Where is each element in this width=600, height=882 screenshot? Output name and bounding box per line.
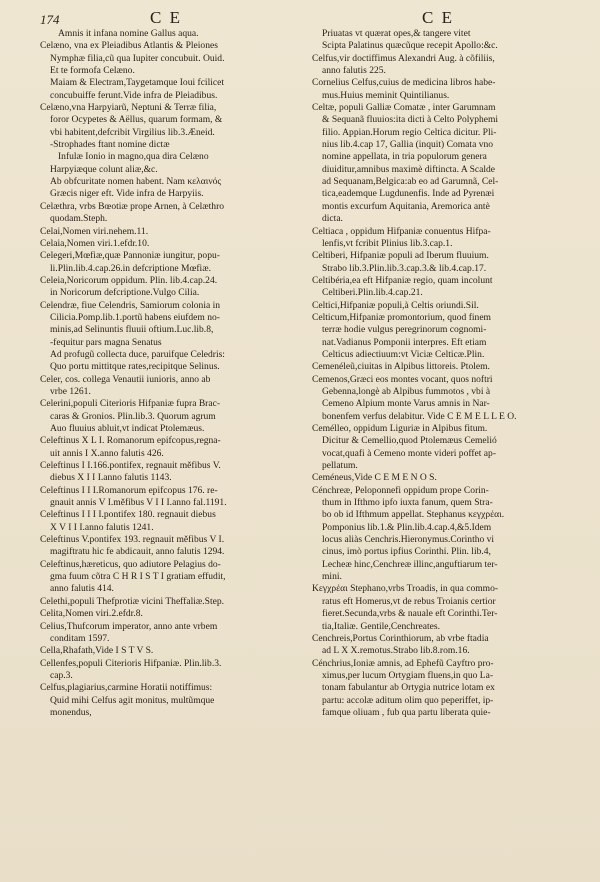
text-line: li.Plin.lib.4.cap.26.in defcriptione Mœfiæ. (50, 262, 211, 274)
text-line: Celeftinus I I I I.pontifex 180. regnauit diebus (40, 509, 216, 521)
text-line: Cilicia.Pomp.lib.1.portũ habens eiufdem no- (50, 311, 220, 323)
text-line: Celeftinus X L I. Romanorum epifcopus,regna- (40, 435, 221, 447)
text-line: -fequitur pars magna Senatus (50, 336, 162, 348)
text-line: famque oliuam , fub qua partu liberata quie- (322, 706, 491, 718)
text-line: ratus eft Homerus,vt de rebus Troianis certior (322, 595, 496, 607)
text-line: thum in Ifthmo ipfo iuxta fanum, quem Stra- (322, 497, 493, 509)
text-line: Celfus,plagiarius,carmine Horatii notiffimus: (40, 682, 213, 694)
right-running-head: C E (422, 8, 454, 27)
text-line: Celæthra, vrbs Bœotiæ prope Arnen, à Celæthro (40, 200, 225, 212)
text-line: Celeftinus I I.166.pontifex, regnauit měfibus V. (40, 460, 221, 472)
running-header (0, 8, 600, 30)
text-line: Celæno, vna ex Pleiadibus Atlantis & Pleiones (40, 40, 218, 52)
text-line: Ceméneus,Vide C E M E N O S. (312, 472, 437, 484)
text-line: Celæno,vna Harpyiarũ, Neptuni & Terræ filia, (40, 102, 217, 114)
text-line: caras & Gronios. Plin.lib.3. Quorum agrum (50, 410, 216, 422)
text-line: tia,Italiæ. Gentile,Cenchreates. (322, 620, 440, 632)
text-line: vocat,quafi à Cemeno monte videri poffet ap- (322, 447, 496, 459)
text-line: Celaia,Nomen viri.1.efdr.10. (40, 237, 150, 249)
text-line: cinus, imò portus ipfius Corinthi. Plin. lib.4, (322, 546, 491, 558)
text-line: Gebenna,longè ab Alpibus fummotos , vbi à (322, 385, 491, 397)
text-line: bonenfem verfus delabitur. Vide C E M E L L E O. (322, 410, 517, 422)
text-line: Infulæ Ionio in magno,qua dira Celæno (58, 151, 209, 163)
text-line: nat.Vadianus Pomponii interpres. Eft etiam (322, 336, 487, 348)
text-line: ximus,per lucum Ortygiam fluens,in quo La- (322, 669, 494, 681)
text-line: Ad profugũ collecta duce, paruifque Celedris: (50, 348, 225, 360)
text-line: filio. Appian.Horum regio Celtica dicitur. Pli- (322, 126, 497, 138)
text-line: Cemenos,Græci eos montes vocant, quos noftri (312, 373, 493, 385)
text-line: montis excurfum Aquitania, Aremorica antè (322, 200, 490, 212)
text-line: concubuiffe ferunt.Vide infra de Pleiadibus. (50, 89, 218, 101)
text-line: uit annis I X.anno falutis 426. (50, 447, 164, 459)
text-line: pellatum. (322, 460, 358, 472)
text-line: Celer, cos. collega Venautii iunioris, anno ab (40, 373, 211, 385)
text-line: -Strophades ftant nomine dictæ (50, 139, 170, 151)
text-line: Pomponius lib.1.& Plin.lib.4.cap.4,&5.Idem (322, 521, 492, 533)
text-line: tica,eademque Lugdunenfis. Inde ad Pyrenæi (322, 188, 495, 200)
page-number: 174 (40, 12, 60, 27)
text-line: Celtici,Hifpaniæ populi,à Celtis oriundi.Sil. (312, 299, 479, 311)
text-line: Amnis it infana nomine Gallus aqua. (58, 28, 199, 39)
text-line: & Sequanã fluuios:ita dicti à Celto Polyphemi (322, 114, 499, 126)
text-line: monendus, (50, 706, 92, 718)
text-line: Cemélleo, oppidum Liguriæ in Alpibus fitum. (312, 423, 488, 434)
text-line: Lecheæ hinc,Cenchreæ illinc,anguftiarum ter- (322, 558, 498, 570)
text-line: Quid mihi Celfus agit monitus, multũmque (50, 694, 215, 706)
text-line: ad L X X.remotus.Strabo lib.8.rom.16. (322, 645, 470, 657)
text-line: Celtibéria,ea eft Hifpaniæ regio, quam incolunt (312, 274, 493, 286)
text-line: Celai,Nomen viri.nehem.11. (40, 225, 149, 237)
text-line: foror Ocypetes & Aëllus, quarum formam, & (50, 114, 223, 126)
text-line: diebus X I I I.anno falutis 1143. (50, 472, 172, 484)
text-line: Celendræ, fiue Celendris, Samiorum colonia in (40, 299, 221, 311)
text-line: Scipta Palatinus quæcũque recepit Apollo:&c. (322, 40, 498, 52)
text-line: Celeftinus,hæreticus, quo adiutore Pelagius do- (40, 558, 221, 570)
text-line: ad Sequanam,Belgica:ab eo ad Garumnã, Cel- (322, 176, 499, 188)
text-line: tonam fabulantur ab Ortygia nutrice lotam ex (322, 682, 495, 694)
text-line: nius lib.4.cap 17, Gallia (inquit) Comata vno (322, 139, 494, 151)
text-line: conditam 1597. (50, 632, 110, 644)
text-line: Auo fluuius abluit,vt indicat Ptolemæus. (50, 423, 205, 434)
text-line: Celegeri,Mœfiæ,quæ Pannoniæ iungitur, popu- (40, 250, 220, 262)
text-line: Cella,Rhafath,Vide I S T V S. (40, 645, 154, 657)
text-line: Cornelius Celfus,cuius de medicina libros habe- (312, 77, 496, 89)
text-line: mus.Huius meminit Quintilianus. (322, 89, 450, 101)
text-line: Celtæ, populi Galliæ Comatæ , inter Garumnam (312, 102, 496, 114)
text-line: Dicitur & Cemellio,quod Ptolemæus Cemelió (322, 435, 497, 447)
text-line: Harpyiæque colunt aliæ,&c. (50, 163, 158, 175)
text-line: Celius,Thufcorum imperator, anno ante vrbem (40, 620, 218, 632)
text-line: Celeftinus I I I.Romanorum epifcopus 176. re- (40, 484, 218, 496)
text-line: in Noricorum defcriptione.Vulgo Cilia. (50, 287, 200, 299)
text-line: Priuatas vt quærat opes,& tangere vitet (322, 28, 471, 39)
text-line: Et te formofa Celæno. (50, 65, 135, 77)
text-line: nomine appellata, in tria populorum genera (322, 151, 487, 163)
text-line: diuiditur,amnibus maximè diftincta. A Scalde (322, 163, 496, 175)
text-line: Celtiaca , oppidum Hifpaniæ conuentus Hifpa- (312, 225, 491, 237)
text-line: Celeia,Noricorum oppidum. Plin. lib.4.cap.24. (40, 274, 218, 286)
text-line: Celerini,populi Citerioris Hifpaniæ fupra Brac- (40, 398, 221, 410)
text-line: cap.3. (50, 669, 73, 681)
text-line: dicta. (322, 213, 343, 225)
left-running-head: C E (150, 8, 182, 27)
text-line: Κεγχρέαι Stephano,vrbs Troadis, in qua commo- (312, 583, 499, 595)
text-line: Strabo lib.3.Plin.lib.3.cap.3.& lib.4.cap.17. (322, 262, 487, 274)
text-line: Cemeno Alpium monte Varus amnis in Nar- (322, 398, 490, 410)
text-line: mini. (322, 571, 342, 583)
text-line: Cénchreæ, Peloponnefi oppidum prope Corin- (312, 484, 489, 496)
text-line: Celethi,populi Thefprotiæ vicini Theffaliæ.Step. (40, 595, 225, 607)
text-line: Celticum,Hifpaniæ promontorium, quod finem (312, 311, 491, 323)
text-line: locus aliàs Cenchris.Hieronymus.Corintho vi (322, 534, 495, 546)
text-line: anno falutis 414. (50, 583, 114, 595)
text-line: Quo portu mittitque rates,recipitque Selinus. (50, 361, 220, 373)
text-line: Græcis niger eft. Vide infra de Harpyiis. (50, 188, 204, 200)
text-line: Celticus adiectiuum:vt Viciæ Celticæ.Plin. (322, 348, 485, 360)
text-line: Celita,Nomen viri.2.efdr.8. (40, 608, 143, 620)
text-line: gnauit annis V I.měfibus V I I I.anno fal.1191. (50, 497, 227, 509)
text-line: anno falutis 225. (322, 65, 386, 77)
text-line: lenfis,vt fcribit Plinius lib.3.cap.1. (322, 237, 453, 249)
text-line: fieret.Secunda,vrbs & nauale eft Corinthi.Ter- (322, 608, 498, 620)
text-line: vrbe 1261. (50, 385, 91, 397)
text-line: Cenchreis,Portus Corinthiorum, ab vrbe ftadia (312, 632, 489, 644)
text-line: Maiam & Electram,Taygetamque Ioui fcilicet (50, 77, 225, 89)
text-line: bo ob id Ifthmum appellat. Stephanus κεγχρέαι. (322, 509, 505, 521)
left-column (40, 28, 302, 874)
text-line: Celtiberi.Plin.lib.4.cap.21. (322, 287, 423, 299)
text-line: partu: accolæ aditum olim quo peperiffet, ip- (322, 694, 494, 706)
text-line: Ab obfcuritate nomen habent. Nam κελαινός (50, 176, 222, 188)
text-line: Celfus,vir doctiffimus Alexandri Aug. à cõfiliis, (312, 52, 495, 64)
text-line: gma fuum cõtra C H R I S T I gratiam effudit, (50, 571, 226, 583)
text-line: X V I I I.anno falutis 1241. (50, 521, 154, 533)
text-line: Cemenéleũ,ciuitas in Alpibus littoreis. Ptolem. (312, 361, 490, 373)
text-line: magiftratu hic fe abdicauit, anno falutis 1294. (50, 546, 225, 558)
right-column (312, 28, 574, 874)
text-line: terræ hodie vulgus peregrinorum cognomi- (322, 324, 487, 336)
text-line: Cénchrius,Ioniæ amnis, ad Ephefũ Cayftro pro- (312, 657, 494, 669)
text-line: Cellenfes,populi Citerioris Hifpaniæ. Plin.lib.3. (40, 657, 222, 669)
text-line: vbi habitent,defcribit Virgilius lib.3.Æneid. (50, 126, 215, 138)
text-line: Celtiberi, Hifpaniæ populi ad Iberum fluuium. (312, 250, 489, 262)
text-line: Nymphæ filia,cũ qua Iupiter concubuit. Ouid. (50, 52, 225, 64)
text-line: Celeftinus V.pontifex 193. regnauit měfibus V I. (40, 534, 225, 546)
text-line: quodam.Steph. (50, 213, 108, 225)
text-line: minis,ad Selinuntis fluuii oftium.Luc.lib.8, (50, 324, 214, 336)
